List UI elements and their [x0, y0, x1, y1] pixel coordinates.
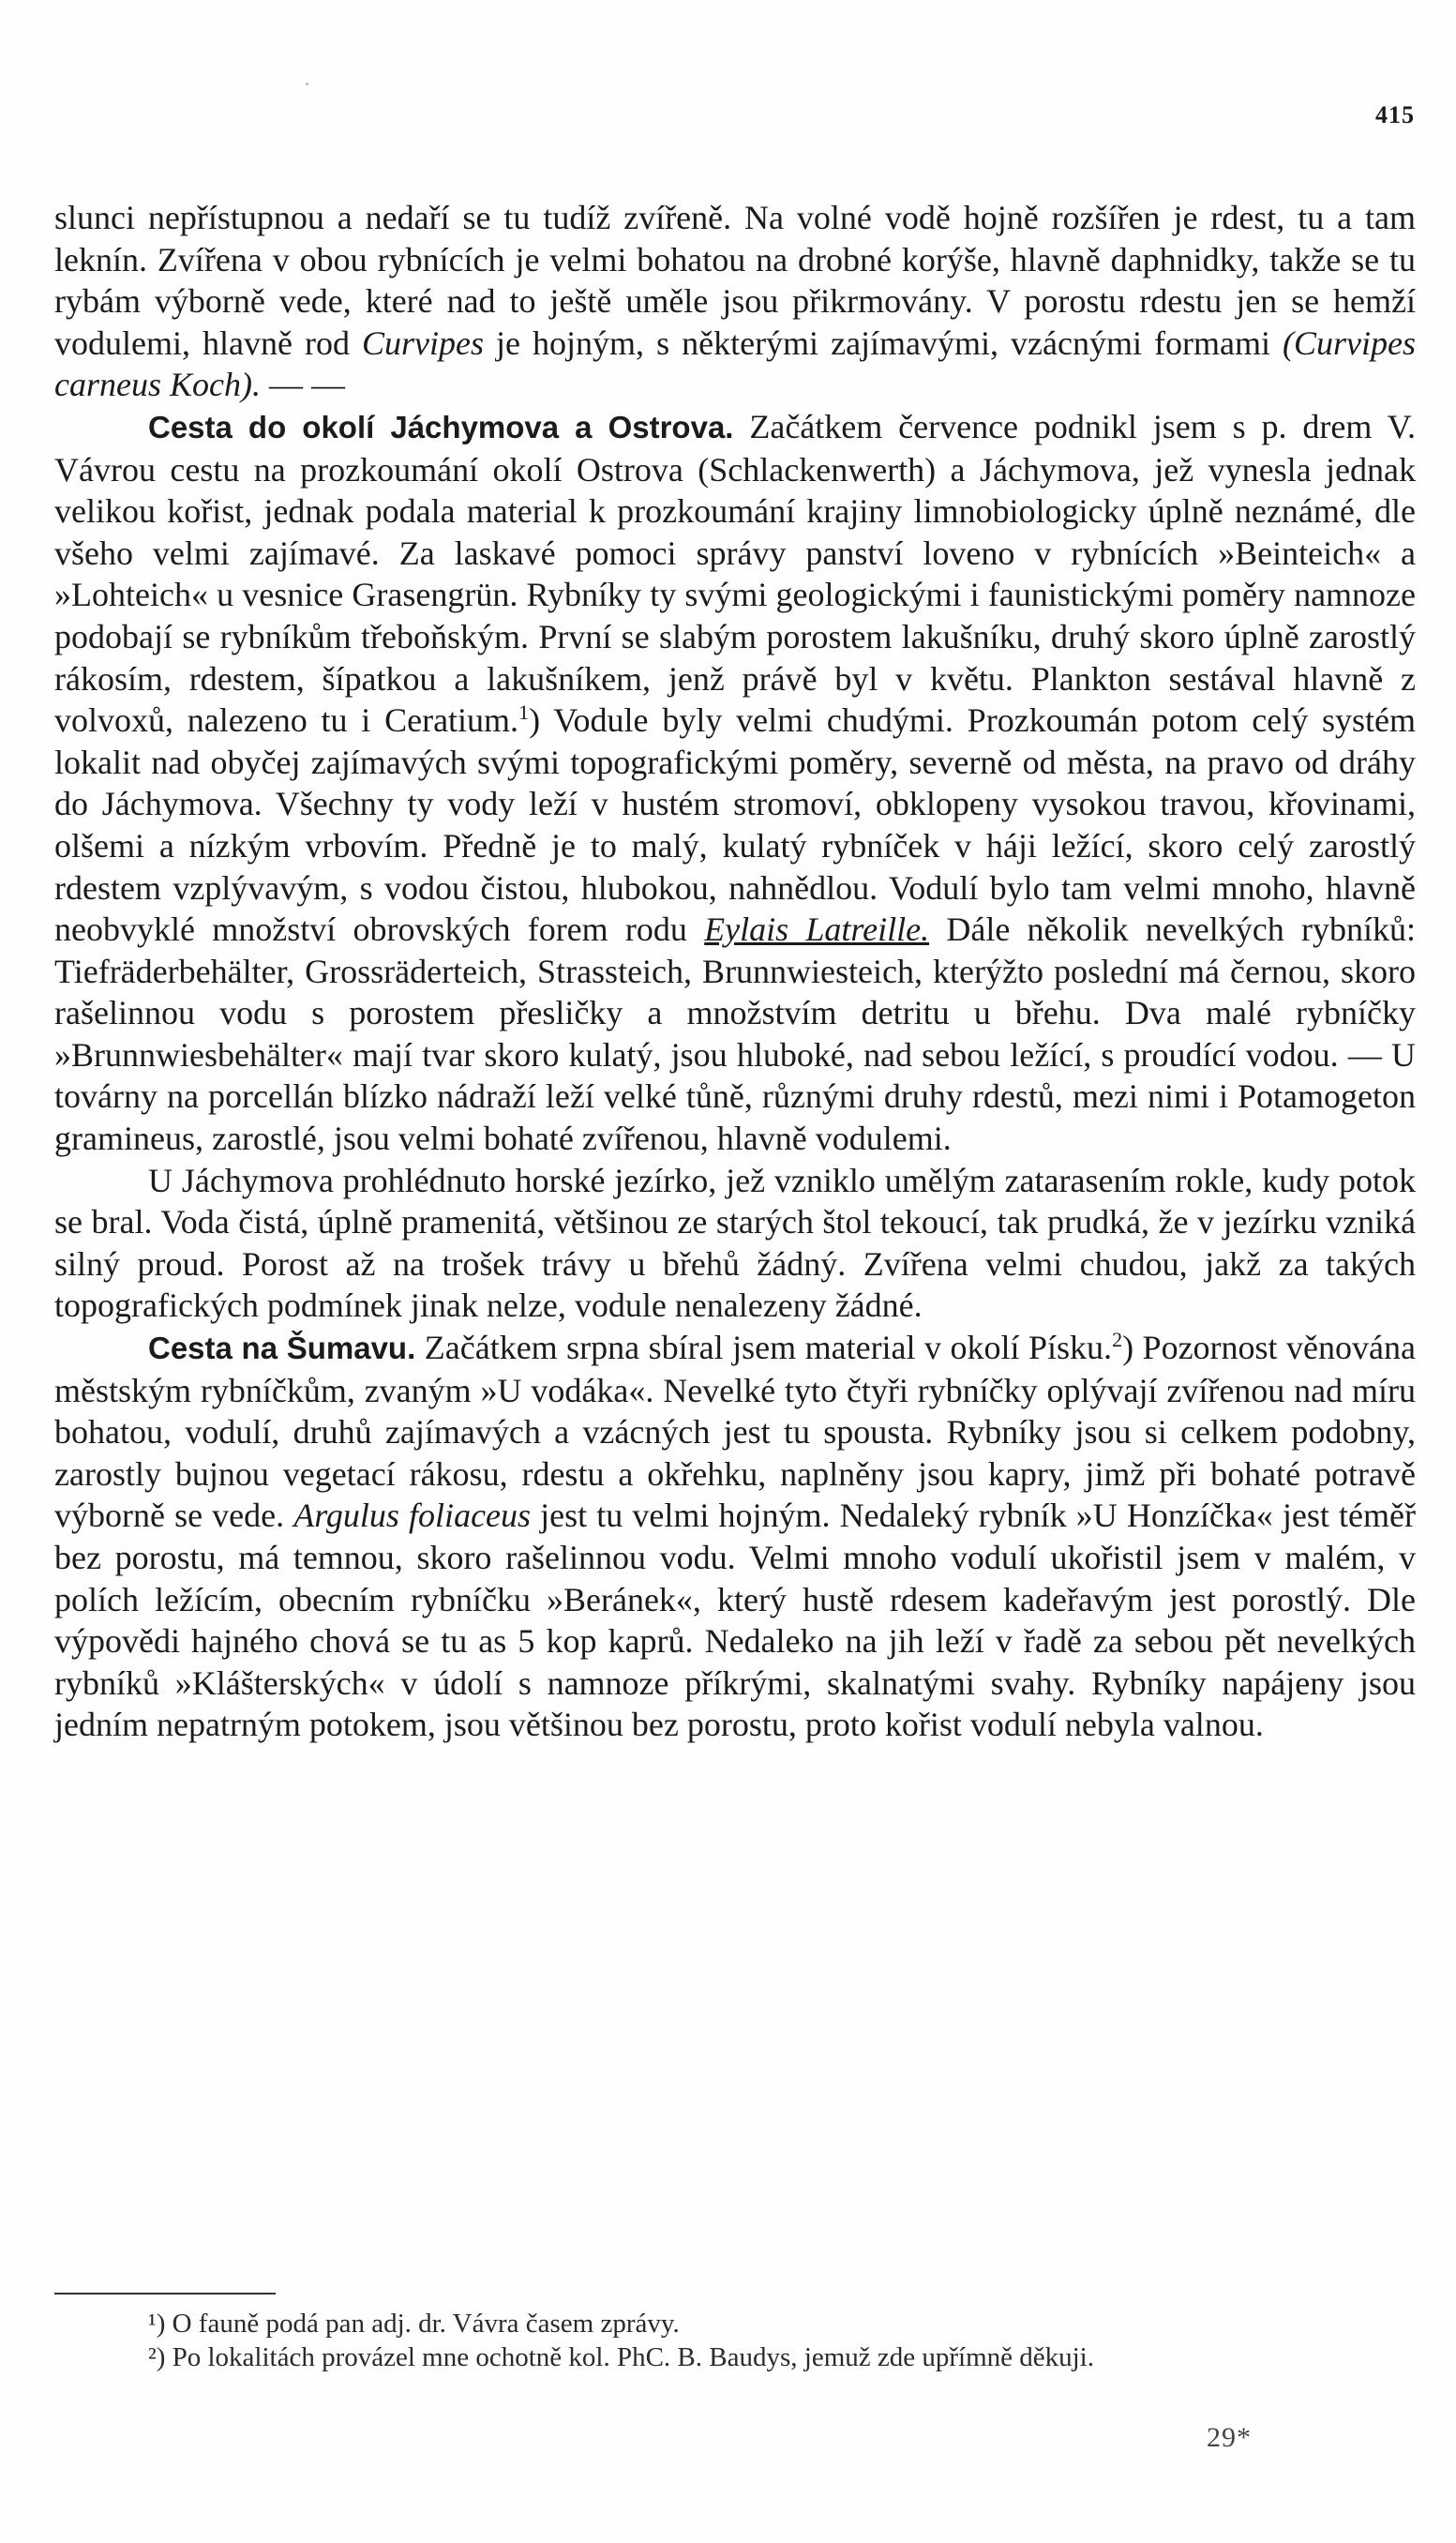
paragraph-4: Cesta na Šumavu. Začátkem srpna sbíral jsem material v okolí Písku.$^2$) Pozornost věnována městským rybníčkům, zvaným »U vodáka«. Nevelké tyto čtyři rybníčky oplývají zvířenou nad míru bohatou, vodulí, druhů zajímavých a vzácných jest tu spousta. Rybníky jsou si celkem podobny, zarostly bujnou vegetací rákosu, rdestu a okřehku, naplněny jsou kapry, jimž při bohaté potravě výborně se vede. Argulus foliaceus jest tu velmi hojným. Nedaleký rybník »U Honzíčka« jest téměř bez porostu, má temnou, skoro rašelinnou vodu. Velmi mnoho vodulí ukořistil jsem v malém, v polích ležícím, obecním rybníčku »Beránek«, který hustě rdesem kadeřavým jest porostlý. Dle výpovědi hajného chová se tu as 5 kop kaprů. Nedaleko na jih leží v řadě za sebou pět nevelkých rybníků »Klášterských« v údolí s namnoze příkrými, skalnatými svahy. Rybníky napájeny jsou jedním nepatrným potokem, jsou většinou bez porostu, proto kořist vodulí nebyla valnou. — [54, 1328, 1416, 1744]
species-name: (Curvipes carneus Koch). — [54, 324, 1416, 404]
paragraph-3: U Jáchymova prohlédnuto horské jezírko, jež vzniklo umělým zatarasením rokle, kudy potok se bral. Voda čistá, úplně pramenitá, většinou ze starých štol tekoucí, tak prudká, že v jezírku vzniká silný proud. Porost až na trošek trávy u břehů žádný. Zvířena velmi chudou, jakž za takých topografických podmínek jinak nelze, vodule nenalezeny žádné. — [54, 1161, 1416, 1325]
footnote-divider — [54, 2293, 276, 2295]
signature-mark: 29* — [1207, 2422, 1252, 2453]
footnote-2: ²) Po lokalitách provázel mne ochotně kol. PhC. B. Baudys, jemuž zde upřímně děkuji. — [148, 2342, 1094, 2372]
footnote-1: ¹) O fauně podá pan adj. dr. Vávra časem zprávy. — [148, 2309, 680, 2339]
footnotes — [54, 2307, 1416, 2374]
print-speck — [306, 83, 308, 85]
paragraph-2: Cesta do okolí Jáchymova a Ostrova. Začátkem července podnikl jsem s p. drem V. Vávrou cestu na prozkoumání okolí Ostrova (Schlackenwerth) a Jáchymova, jež vynesla jednak velikou kořist, jednak podala material k prozkoumání krajiny limnobiologicky úplně neznámé, dle všeho velmi zajímavé. Za laskavé pomoci správy panství loveno v rybnících »Beinteich« a »Lohteich« u vesnice Grasengrün. Rybníky ty svými geologickými i faunistickými poměry namnoze podobají se rybníkům třeboňským. První se slabým porostem lakušníku, druhý skoro úplně zarostlý rákosím, rdestem, šípatkou a lakušníkem, jenž právě byl v květu. Plankton sestával hlavně z volvoxů, nalezeno tu i Ceratium.$^1$) Vodule byly velmi chudými. Prozkoumán potom celý systém lokalit nad obyčej zajímavých svými topografickými poměry, severně od města, na pravo od dráhy do Jáchymova. Všechny ty vody leží v hustém stromoví, obklopeny vysokou travou, křovinami, olšemi a nízkým vrbovím. Předně je to malý, kulatý rybníček v háji ležící, skoro celý zarostlý rdestem vzplývavým, s vodou čistou, hlubokou, nahnědlou. Vodulí bylo tam velmi mnoho, hlavně neobvyklé množství obrovských forem rodu Eylais Latreille. Dále několik nevelkých rybníků: Tiefräderbehälter, Grossräderteich, Strassteich, Brunnwiesteich, kterýžto poslední má černou, skoro rašelinnou vodu s porostem přesličky a množstvím detritu u břehu. Dva malé rybníčky »Brunnwiesbehälter« mají tvar skoro kulatý, jsou hluboké, nad sebou ležící, s proudící vodou. — U továrny na porcellán blízko nádraží leží velké tůně, různými druhy rdestů, mezi nimi i Potamogeton gramineus, zarostlé, jsou velmi bohaté zvířenou, hlavně vodulemi. — [54, 407, 1416, 1158]
genus-name-eylais: Eylais Latreille. — [704, 910, 930, 949]
footnote-ref-1: 1 — [518, 700, 530, 725]
section-heading-sumava: Cesta na Šumavu. — [148, 1331, 416, 1366]
section-heading-jachymov: Cesta do okolí Jáchymova a Ostrova. — [148, 409, 734, 444]
page-number: 415 — [1375, 101, 1415, 128]
footnote-ref-2: 2 — [1112, 1328, 1123, 1352]
paragraph-1: slunci nepřístupnou a nedaří se tu tudíž zvířeně. Na volné vodě hojně rozšířen je rdest, tu a tam leknín. Zvířena v obou rybnících je velmi bohatou na drobné korýše, hlavně daphnidky, takže se tu rybám výborně vede, které nad to ještě uměle jsou přikrmovány. V porostu rdestu jen se hemží vodulemi, hlavně rod Curvipes je hojným, s některými zajímavými, vzácnými formami (Curvipes carneus Koch). — — — [54, 199, 1416, 404]
body-text — [54, 197, 1416, 1746]
genus-name: Curvipes — [362, 324, 485, 362]
species-name-argulus: Argulus foliaceus — [293, 1497, 532, 1535]
